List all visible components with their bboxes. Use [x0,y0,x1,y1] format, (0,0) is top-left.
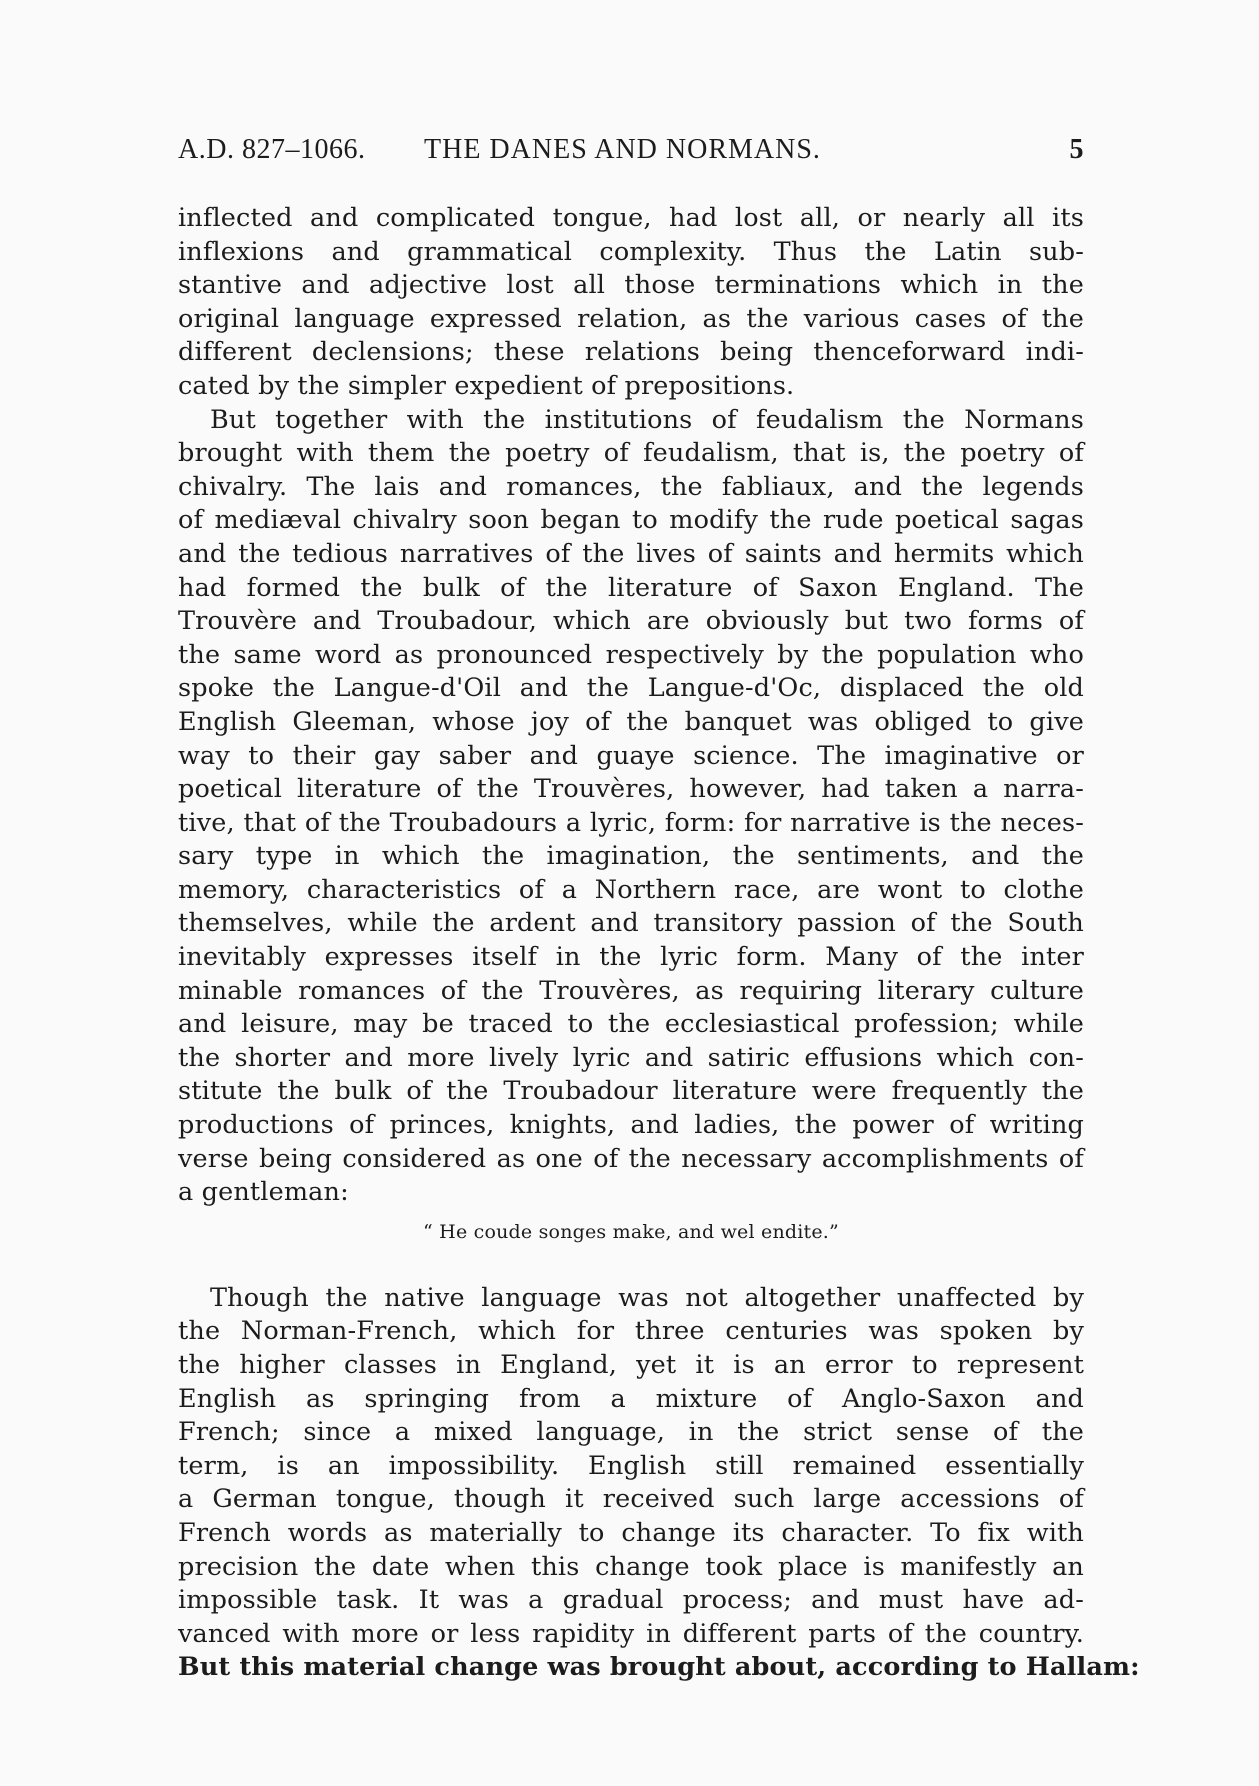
text-line: of mediæval chivalry soon began to modify the rude poetical sagas [178,505,1084,536]
text-line: the Norman-French, which for three centuries was spoken by [178,1316,1084,1347]
text-line: But this material change was brought about, according to Hallam: [178,1652,1140,1683]
text-line: precision the date when this change took place is manifestly an [178,1551,1084,1582]
text-line: stantive and adjective lost all those terminations which in the [178,270,1084,301]
text-line: the shorter and more lively lyric and satiric effusions which con- [178,1042,1084,1073]
text-line: English as springing from a mixture of Anglo-Saxon and [178,1383,1084,1414]
text-line: inevitably expresses itself in the lyric form. Many of the inter [178,942,1084,973]
text-line: Trouvère and Troubadour, which are obviously but two forms of [178,606,1084,637]
text-line: original language expressed relation, as the various cases of the [178,303,1084,334]
text-line: term, is an impossibility. English still remained essentially [178,1450,1084,1481]
text-line: Though the native language was not altogether unaffected by [210,1282,1084,1313]
text-line: brought with them the poetry of feudalism, that is, the poetry of [178,438,1084,469]
text-line: English Gleeman, whose joy of the banquet was obliged to give [178,706,1084,737]
text-line: French words as materially to change its character. To fix with [178,1517,1084,1548]
header-date-range: A.D. 827–1066. [178,134,366,165]
paragraph-2 [178,404,1084,1210]
text-line: inflected and complicated tongue, had lost all, or nearly all its [178,203,1084,233]
text-line: chivalry. The lais and romances, the fabliaux, and the legends [178,471,1084,502]
text-line: sary type in which the imagination, the sentiments, and the [178,841,1084,872]
text-line: impossible task. It was a gradual process; and must have ad- [178,1585,1084,1616]
text-line: had formed the bulk of the literature of Saxon England. The [178,572,1084,603]
text-line: minable romances of the Trouvères, as requiring literary culture [178,975,1084,1006]
text-line: memory, characteristics of a Northern race, are wont to clothe [178,874,1084,905]
text-line: poetical literature of the Trouvères, however, had taken a narra- [178,774,1084,805]
body-text [178,202,1140,1685]
text-line: vanced with more or less rapidity in different parts of the country. [178,1618,1084,1649]
text-line: cated by the simpler expedient of prepositions. [178,370,795,401]
text-line: a gentleman: [178,1177,349,1208]
text-line: the higher classes in England, yet it is an error to represent [178,1350,1084,1380]
text-line: a German tongue, though it received such large accessions of [178,1484,1084,1515]
text-line: tive, that of the Troubadours a lyric, form: for narrative is the neces- [178,807,1084,838]
text-line: But together with the institutions of feudalism the Normans [210,404,1084,435]
text-line: and the tedious narratives of the lives of saints and hermits which [178,538,1084,569]
text-line: way to their gay saber and guaye science. The imaginative or [178,740,1084,771]
text-line: productions of princes, knights, and ladies, the power of writing [178,1110,1084,1141]
text-line: verse being considered as one of the necessary accomplishments of [178,1143,1084,1174]
text-line: French; since a mixed language, in the strict sense of the [178,1417,1084,1448]
text-line: inflexions and grammatical complexity. Thus the Latin sub- [178,236,1084,267]
text-line: and leisure, may be traced to the ecclesiastical profession; while [178,1009,1084,1040]
text-line: the same word as pronounced respectively by the population who [178,639,1084,670]
text-line: stitute the bulk of the Troubadour literature were frequently the [178,1076,1084,1107]
running-header [178,134,1084,174]
paragraph-1 [178,202,1084,404]
header-chapter-title: THE DANES AND NORMANS. [424,134,821,165]
page-number: 5 [1069,134,1084,165]
paragraph-3 [178,1282,1140,1685]
text-line: spoke the Langue-d'Oil and the Langue-d'Oc, displaced the old [178,673,1084,704]
text-line: different declensions; these relations being thenceforward indi- [178,337,1084,368]
text-line: themselves, while the ardent and transitory passion of the South [178,908,1084,939]
verse-quotation: “ He coude songes make, and wel endite.” [423,1220,839,1243]
